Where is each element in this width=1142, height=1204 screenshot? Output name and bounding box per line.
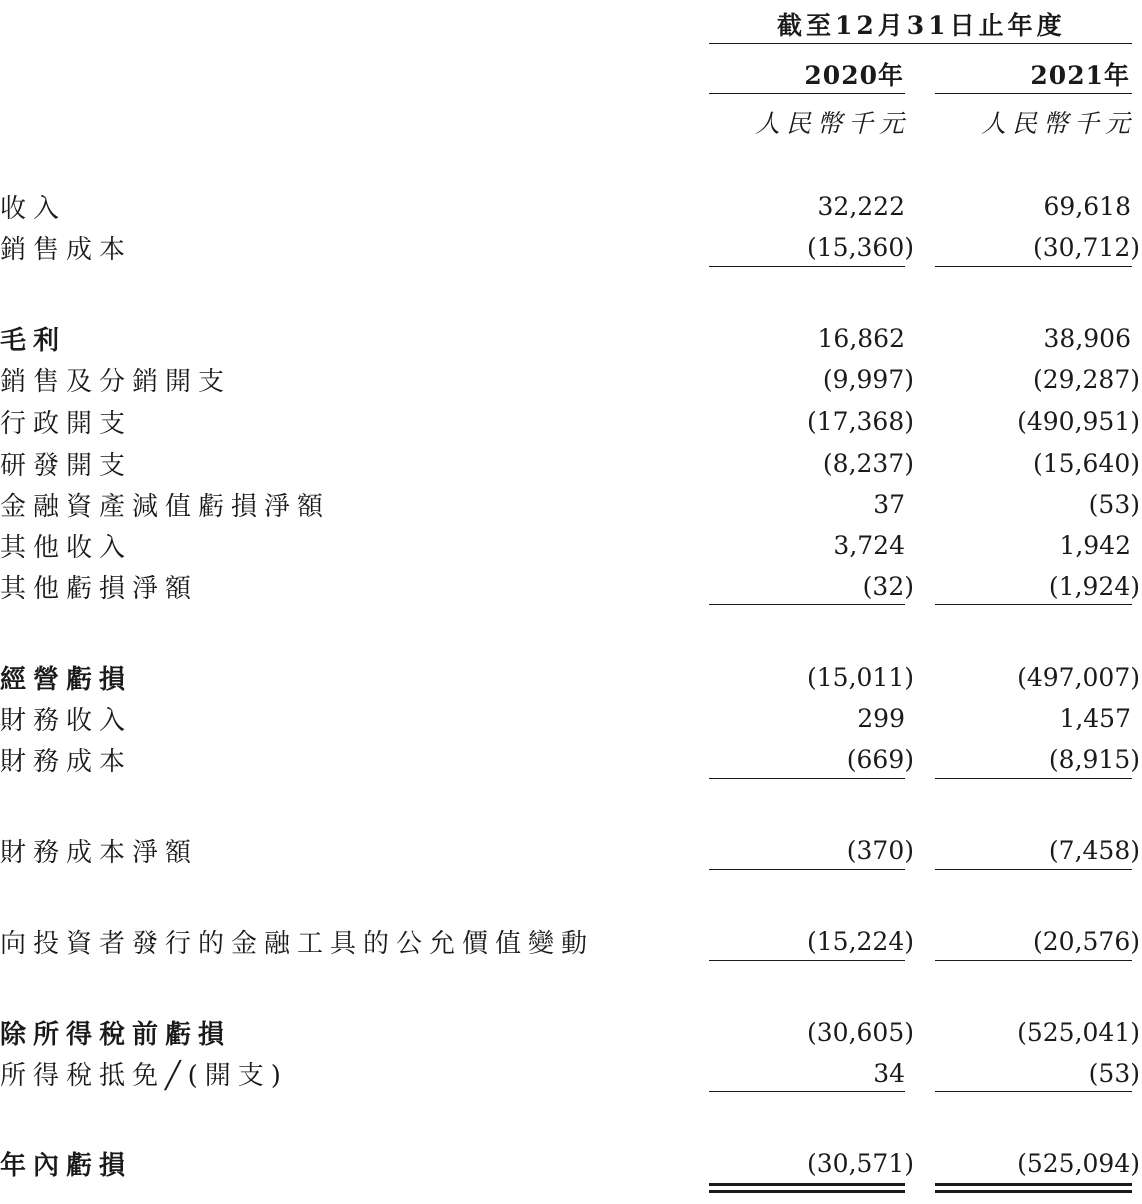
row-fair-value-changes xyxy=(0,923,1142,959)
row-selling-distribution-expenses xyxy=(0,361,1142,397)
row-label: 行政開支 xyxy=(0,409,133,439)
row-gross-profit xyxy=(0,320,1142,356)
row-impairment-financial-assets xyxy=(0,486,1142,522)
subtotal-rule-2021 xyxy=(935,869,1132,870)
value-2020: 37 xyxy=(873,490,905,519)
row-other-income xyxy=(0,527,1142,563)
value-2021: (15,640) xyxy=(1033,449,1140,478)
subtotal-rule-2020 xyxy=(709,604,905,605)
value-2020: (15,011) xyxy=(807,663,914,692)
subtotal-rule-2021 xyxy=(935,266,1132,267)
value-2021: (497,007) xyxy=(1017,663,1140,692)
value-2020: (8,237) xyxy=(822,449,914,478)
row-revenue xyxy=(0,188,1142,224)
row-rd-expenses xyxy=(0,445,1142,481)
value-2021: (53) xyxy=(1088,1059,1140,1088)
row-label: 財務成本淨額 xyxy=(0,838,199,868)
row-label: 銷售成本 xyxy=(0,235,133,265)
row-cost-of-sales xyxy=(0,229,1142,265)
row-label: 年內虧損 xyxy=(0,1151,133,1181)
row-loss-for-year xyxy=(0,1145,1142,1181)
row-label: 金融資產減值虧損淨額 xyxy=(0,492,331,522)
subtotal-rule-2020 xyxy=(709,778,905,779)
row-label: 除所得稅前虧損 xyxy=(0,1020,232,1050)
subtotal-rule-2021 xyxy=(935,778,1132,779)
value-2021: (1,924) xyxy=(1048,572,1140,601)
row-label: 其他收入 xyxy=(0,533,133,563)
value-2021: 1,457 xyxy=(1059,704,1131,733)
value-2021: 38,906 xyxy=(1043,324,1131,353)
total-double-rule-2020 xyxy=(709,1183,905,1193)
column-unit-2021: 人民幣千元 xyxy=(980,109,1136,138)
total-double-rule-2021 xyxy=(935,1183,1132,1193)
value-2021: (30,712) xyxy=(1033,233,1140,262)
value-2021: (53) xyxy=(1088,490,1140,519)
value-2020: (32) xyxy=(862,572,914,601)
value-2021: (525,041) xyxy=(1017,1018,1140,1047)
value-2020: 3,724 xyxy=(833,531,905,560)
value-2021: (20,576) xyxy=(1033,927,1140,956)
row-net-finance-costs xyxy=(0,832,1142,868)
value-2020: 299 xyxy=(857,704,905,733)
row-label: 財務收入 xyxy=(0,706,133,736)
row-loss-before-tax xyxy=(0,1014,1142,1050)
subtotal-rule-2021 xyxy=(935,960,1132,961)
value-2021: (8,915) xyxy=(1048,745,1140,774)
subtotal-rule-2020 xyxy=(709,1091,905,1092)
value-2020: (17,368) xyxy=(807,407,914,436)
row-other-losses-net xyxy=(0,568,1142,604)
value-2020: 16,862 xyxy=(817,324,905,353)
row-finance-costs xyxy=(0,741,1142,777)
year-2021-underline xyxy=(935,93,1132,94)
year-2020-underline xyxy=(709,93,905,94)
column-year-2020: 2020年 xyxy=(804,61,904,90)
value-2021: (490,951) xyxy=(1017,407,1140,436)
period-header: 截至12月31日止年度 xyxy=(777,11,1066,40)
value-2021: (29,287) xyxy=(1033,365,1140,394)
row-finance-income xyxy=(0,700,1142,736)
column-unit-2020: 人民幣千元 xyxy=(754,109,910,138)
value-2020: (9,997) xyxy=(822,365,914,394)
row-income-tax xyxy=(0,1055,1142,1091)
value-2020: (30,605) xyxy=(807,1018,914,1047)
row-label: 經營虧損 xyxy=(0,665,133,695)
value-2020: (370) xyxy=(846,836,914,865)
row-label: 研發開支 xyxy=(0,451,133,481)
subtotal-rule-2020 xyxy=(709,266,905,267)
row-label: 所得稅抵免╱(開支) xyxy=(0,1061,288,1091)
row-label: 其他虧損淨額 xyxy=(0,574,199,604)
value-2021: (7,458) xyxy=(1048,836,1140,865)
value-2021: 1,942 xyxy=(1059,531,1131,560)
row-administrative-expenses xyxy=(0,403,1142,439)
row-label: 向投資者發行的金融工具的公允價值變動 xyxy=(0,929,595,959)
value-2021: (525,094) xyxy=(1017,1149,1140,1178)
value-2021: 69,618 xyxy=(1043,192,1131,221)
subtotal-rule-2020 xyxy=(709,869,905,870)
row-label: 收入 xyxy=(0,194,67,224)
value-2020: (15,360) xyxy=(807,233,914,262)
row-label: 財務成本 xyxy=(0,747,133,777)
value-2020: 34 xyxy=(873,1059,905,1088)
value-2020: (30,571) xyxy=(807,1149,914,1178)
subtotal-rule-2021 xyxy=(935,604,1132,605)
value-2020: 32,222 xyxy=(817,192,905,221)
row-label: 毛利 xyxy=(0,326,67,356)
column-year-2021: 2021年 xyxy=(1030,61,1130,90)
row-label: 銷售及分銷開支 xyxy=(0,367,232,397)
value-2020: (669) xyxy=(846,745,914,774)
period-underline xyxy=(709,43,1132,44)
row-operating-loss xyxy=(0,659,1142,695)
subtotal-rule-2020 xyxy=(709,960,905,961)
value-2020: (15,224) xyxy=(807,927,914,956)
subtotal-rule-2021 xyxy=(935,1091,1132,1092)
